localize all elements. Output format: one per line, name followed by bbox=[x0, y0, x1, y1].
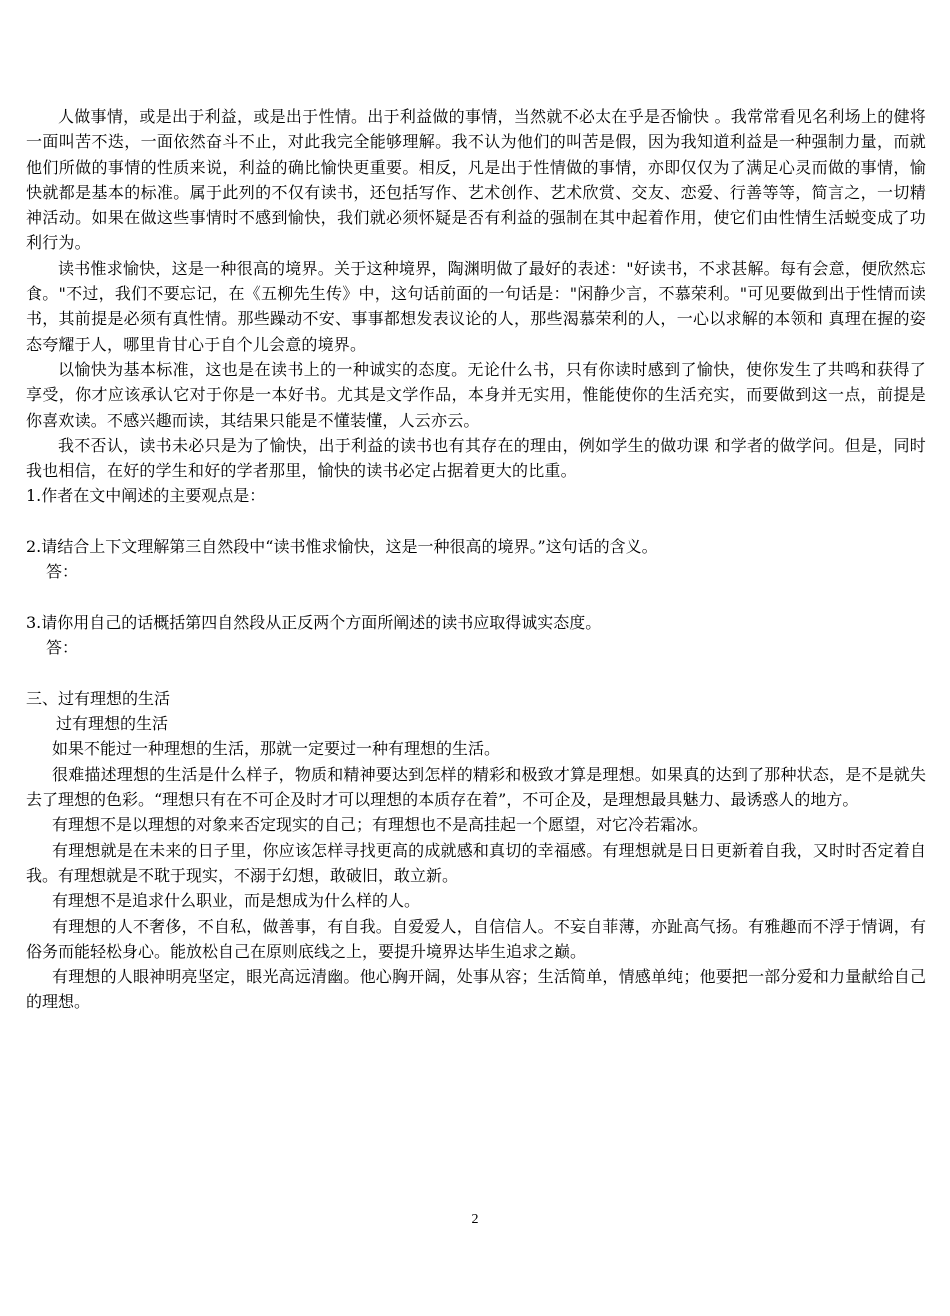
question-list bbox=[26, 483, 926, 685]
article-paragraph-1: 人做事情，或是出于利益，或是出于性情。出于利益做的事情，当然就不必太在乎是否愉快 。我常常看见名利场上的健将一面叫苦不迭，一面依然奋斗不止，对此我完全能够理解。我不认为他们的叫苦是假，因为我知道利益是一种强制力量，而就他们所做的事情的性质来说，利益的确比愉快更重要。相反，凡是出于性情做的事情，亦即仅仅为了满足心灵而做的事情，愉快就都是基本的标准。属于此列的不仅有读书，还包括写作、艺术创作、艺术欣赏、交友、恋爱、行善等等，简言之，一切精神活动。如果在做这些事情时不感到愉快，我们就必须怀疑是否有利益的强制在其中起着作用，使它们由性情生活蜕变成了功利行为。 bbox=[26, 107, 926, 253]
essay-paragraph-2: 很难描述理想的生活是什么样子，物质和精神要达到怎样的精彩和极致才算是理想。如果真的达到了那种状态，是不是就失去了理想的色彩。“理想只有在不可企及时才可以理想的本质存在着”，不可企及，是理想最具魅力、最诱惑人的地方。 bbox=[26, 764, 926, 810]
answer-label-3: 答： bbox=[46, 638, 79, 658]
page-number: 2 bbox=[471, 1212, 479, 1227]
essay-paragraph-3: 有理想不是以理想的对象来否定现实的自己；有理想也不是高挂起一个愿望，对它冷若霜冰。 bbox=[52, 815, 709, 835]
document-page bbox=[26, 104, 926, 1015]
answer-space-1 bbox=[26, 509, 926, 534]
answer-space-2 bbox=[26, 585, 926, 610]
question-3: 3.请你用自己的话概括第四自然段从正反两个方面所阐述的读书应取得诚实态度。 bbox=[26, 612, 602, 632]
section-heading: 三、过有理想的生活 bbox=[26, 688, 171, 708]
question-2: 2.请结合上下文理解第三自然段中“读书惟求愉快，这是一种很高的境界。”这句话的含义。 bbox=[26, 537, 658, 557]
answer-label-2: 答： bbox=[46, 562, 79, 582]
article-paragraph-3: 以愉快为基本标准，这也是在读书上的一种诚实的态度。无论什么书，只有你读时感到了愉快，使你发生了共鸣和获得了享受，你才应该承认它对于你是一本好书。尤其是文学作品，本身并无实用，惟能使你的生活充实，而要做到这一点，前提是你喜欢读。不感兴趣而读，其结果只能是不懂装懂，人云亦云。 bbox=[26, 359, 926, 430]
article-paragraph-2: 读书惟求愉快，这是一种很高的境界。关于这种境界，陶渊明做了最好的表述："好读书，不求甚解。每有会意，便欣然忘食。"不过，我们不要忘记，在《五柳先生传》中，这句话前面的一句话是："闲静少言，不慕荣利。"可见要做到出于性情而读书，其前提是必须有真性情。那些躁动不安、事事都想发表议论的人，那些渴慕荣利的人，一心以求解的本领和 真理在握的姿态夸耀于人，哪里肯甘心于自个儿会意的境界。 bbox=[26, 258, 926, 354]
essay-paragraph-4: 有理想就是在未来的日子里，你应该怎样寻找更高的成就感和真切的幸福感。有理想就是日日更新着自我，又时时否定着自我。有理想就是不耽于现实，不溺于幻想，敢破旧，敢立新。 bbox=[26, 840, 926, 885]
essay-paragraph-6: 有理想的人不奢侈，不自私，做善事，有自我。自爱爱人，自信信人。不妄自菲薄，亦趾高气扬。有雅趣而不浮于情调，有俗务而能轻松身心。能放松自己在原则底线之上，要提升境界达毕生追求之巅。 bbox=[26, 916, 926, 961]
essay-title: 过有理想的生活 bbox=[56, 714, 169, 734]
article-reading-text bbox=[26, 104, 926, 483]
essay-paragraph-1: 如果不能过一种理想的生活，那就一定要过一种有理想的生活。 bbox=[52, 739, 501, 759]
essay-paragraph-5: 有理想不是追求什么职业，而是想成为什么样的人。 bbox=[52, 891, 421, 911]
section-three bbox=[26, 686, 926, 1015]
answer-space-3 bbox=[26, 661, 926, 686]
essay-paragraph-7: 有理想的人眼神明亮坚定，眼光高远清幽。他心胸开阔，处事从容；生活简单，情感单纯；他要把一部分爱和力量献给自己的理想。 bbox=[26, 967, 926, 1012]
article-paragraph-4: 我不否认，读书未必只是为了愉快，出于利益的读书也有其存在的理由，例如学生的做功课 和学者的做学问。但是，同时我也相信，在好的学生和好的学者那里，愉快的读书必定占据着更大的比重。 bbox=[26, 435, 926, 481]
question-1: 1.作者在文中阐述的主要观点是： bbox=[26, 486, 266, 506]
